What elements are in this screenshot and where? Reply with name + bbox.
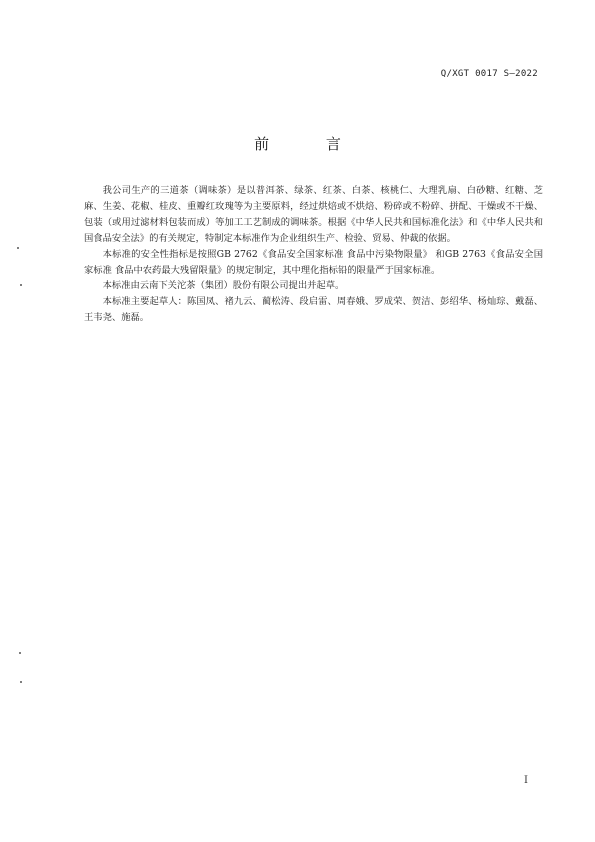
- scan-mark: [20, 681, 22, 683]
- paragraph: 本标准的安全性指标是按照GB 2762《食品安全国家标准 食品中污染物限量》 和GB 2763《食品安全国家标准 食品中农药最大残留限量》的规定制定，其中理化指标铅的限量严于国家标准。: [84, 248, 543, 276]
- paragraph: 我公司生产的三道茶（调味茶）是以普洱茶、绿茶、红茶、白茶、核桃仁、大理乳扇、白砂糖、红糖、芝麻、生姜、花椒、桂皮、重瓣红玫瑰等为主要原料，经过烘焙或不烘焙、粉碎或不粉碎、拼配、干燥或不干燥、包装（或用过滤材料包装而成）等加工工艺制成的调味茶。根据《中华人民共和国标准化法》和《中华人民共和国食品安全法》的有关规定，特制定本标准作为企业组织生产、检验、贸易、仲裁的依据。: [84, 185, 543, 244]
- scan-mark: [19, 652, 21, 654]
- scan-mark: [20, 284, 22, 286]
- page-number: I: [524, 775, 528, 786]
- body-text: [84, 183, 543, 326]
- paragraph: 本标准主要起草人：陈国凤、褚九云、蔺松涛、段启雷、周春娥、罗成荣、贺洁、彭绍华、杨灿琮、戴磊、王韦尧、施磊。: [84, 296, 543, 324]
- paragraph: 本标准由云南下关沱茶（集团）股份有限公司提出并起草。: [102, 280, 345, 292]
- standard-code: Q/XGT 0017 S—2022: [440, 69, 538, 79]
- scan-mark: [17, 247, 19, 249]
- page-title: 前 言: [254, 135, 367, 153]
